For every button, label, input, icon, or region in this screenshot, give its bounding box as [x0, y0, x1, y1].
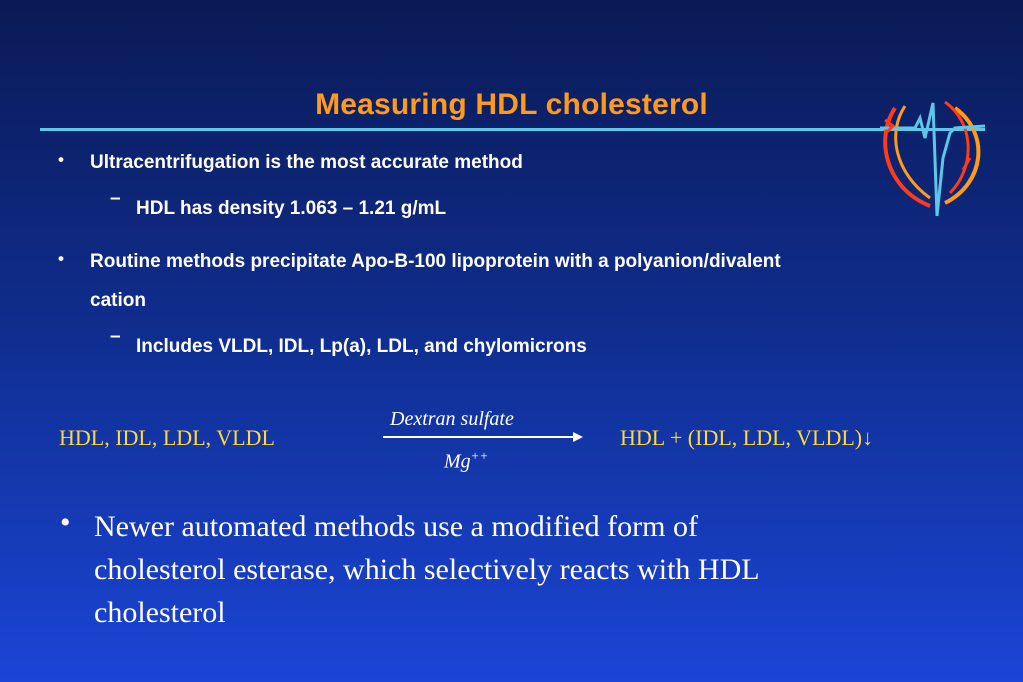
reagent-bottom-sup: ++ [470, 448, 489, 463]
reagent-bottom-base: Mg [444, 450, 471, 473]
sub-bullet-marker: – [110, 188, 121, 209]
bullet-marker: • [58, 150, 64, 169]
bottom-bullet-text [94, 505, 934, 634]
title-divider [40, 128, 985, 131]
bullet-2-sub-1: Includes VLDL, IDL, Lp(a), LDL, and chylomicrons [136, 336, 587, 357]
reaction-products [620, 425, 873, 451]
bullet-1-text: Ultracentrifugation is the most accurate method [90, 152, 523, 173]
reaction-reagent-bottom [444, 448, 488, 474]
reaction-products-text: HDL + (IDL, LDL, VLDL) [620, 425, 863, 450]
bottom-bullet-line3: cholesterol [94, 596, 226, 629]
sub-bullet-marker: – [110, 326, 121, 347]
reaction-reagent-top: Dextran sulfate [390, 408, 514, 430]
page-title: Measuring HDL cholesterol [315, 88, 708, 121]
reaction-arrow-icon [383, 430, 583, 444]
bullet-2-text-line1: Routine methods precipitate Apo-B-100 lipoprotein with a polyanion/divalent [90, 251, 781, 272]
bullet-marker: • [58, 249, 64, 268]
bottom-bullet-line1: Newer automated methods use a modified form of [94, 510, 698, 543]
bottom-bullet-line2: cholesterol esterase, which selectively reacts with HDL [94, 553, 760, 586]
bullet-2-text-line2: cation [90, 290, 146, 311]
heart-ecg-logo-icon [875, 98, 990, 220]
bullet-marker: • [60, 506, 71, 539]
precipitate-arrow-icon: ↓ [862, 425, 874, 450]
bullet-1-sub-1: HDL has density 1.063 – 1.21 g/mL [136, 198, 447, 219]
reaction-reactants: HDL, IDL, LDL, VLDL [59, 425, 275, 450]
